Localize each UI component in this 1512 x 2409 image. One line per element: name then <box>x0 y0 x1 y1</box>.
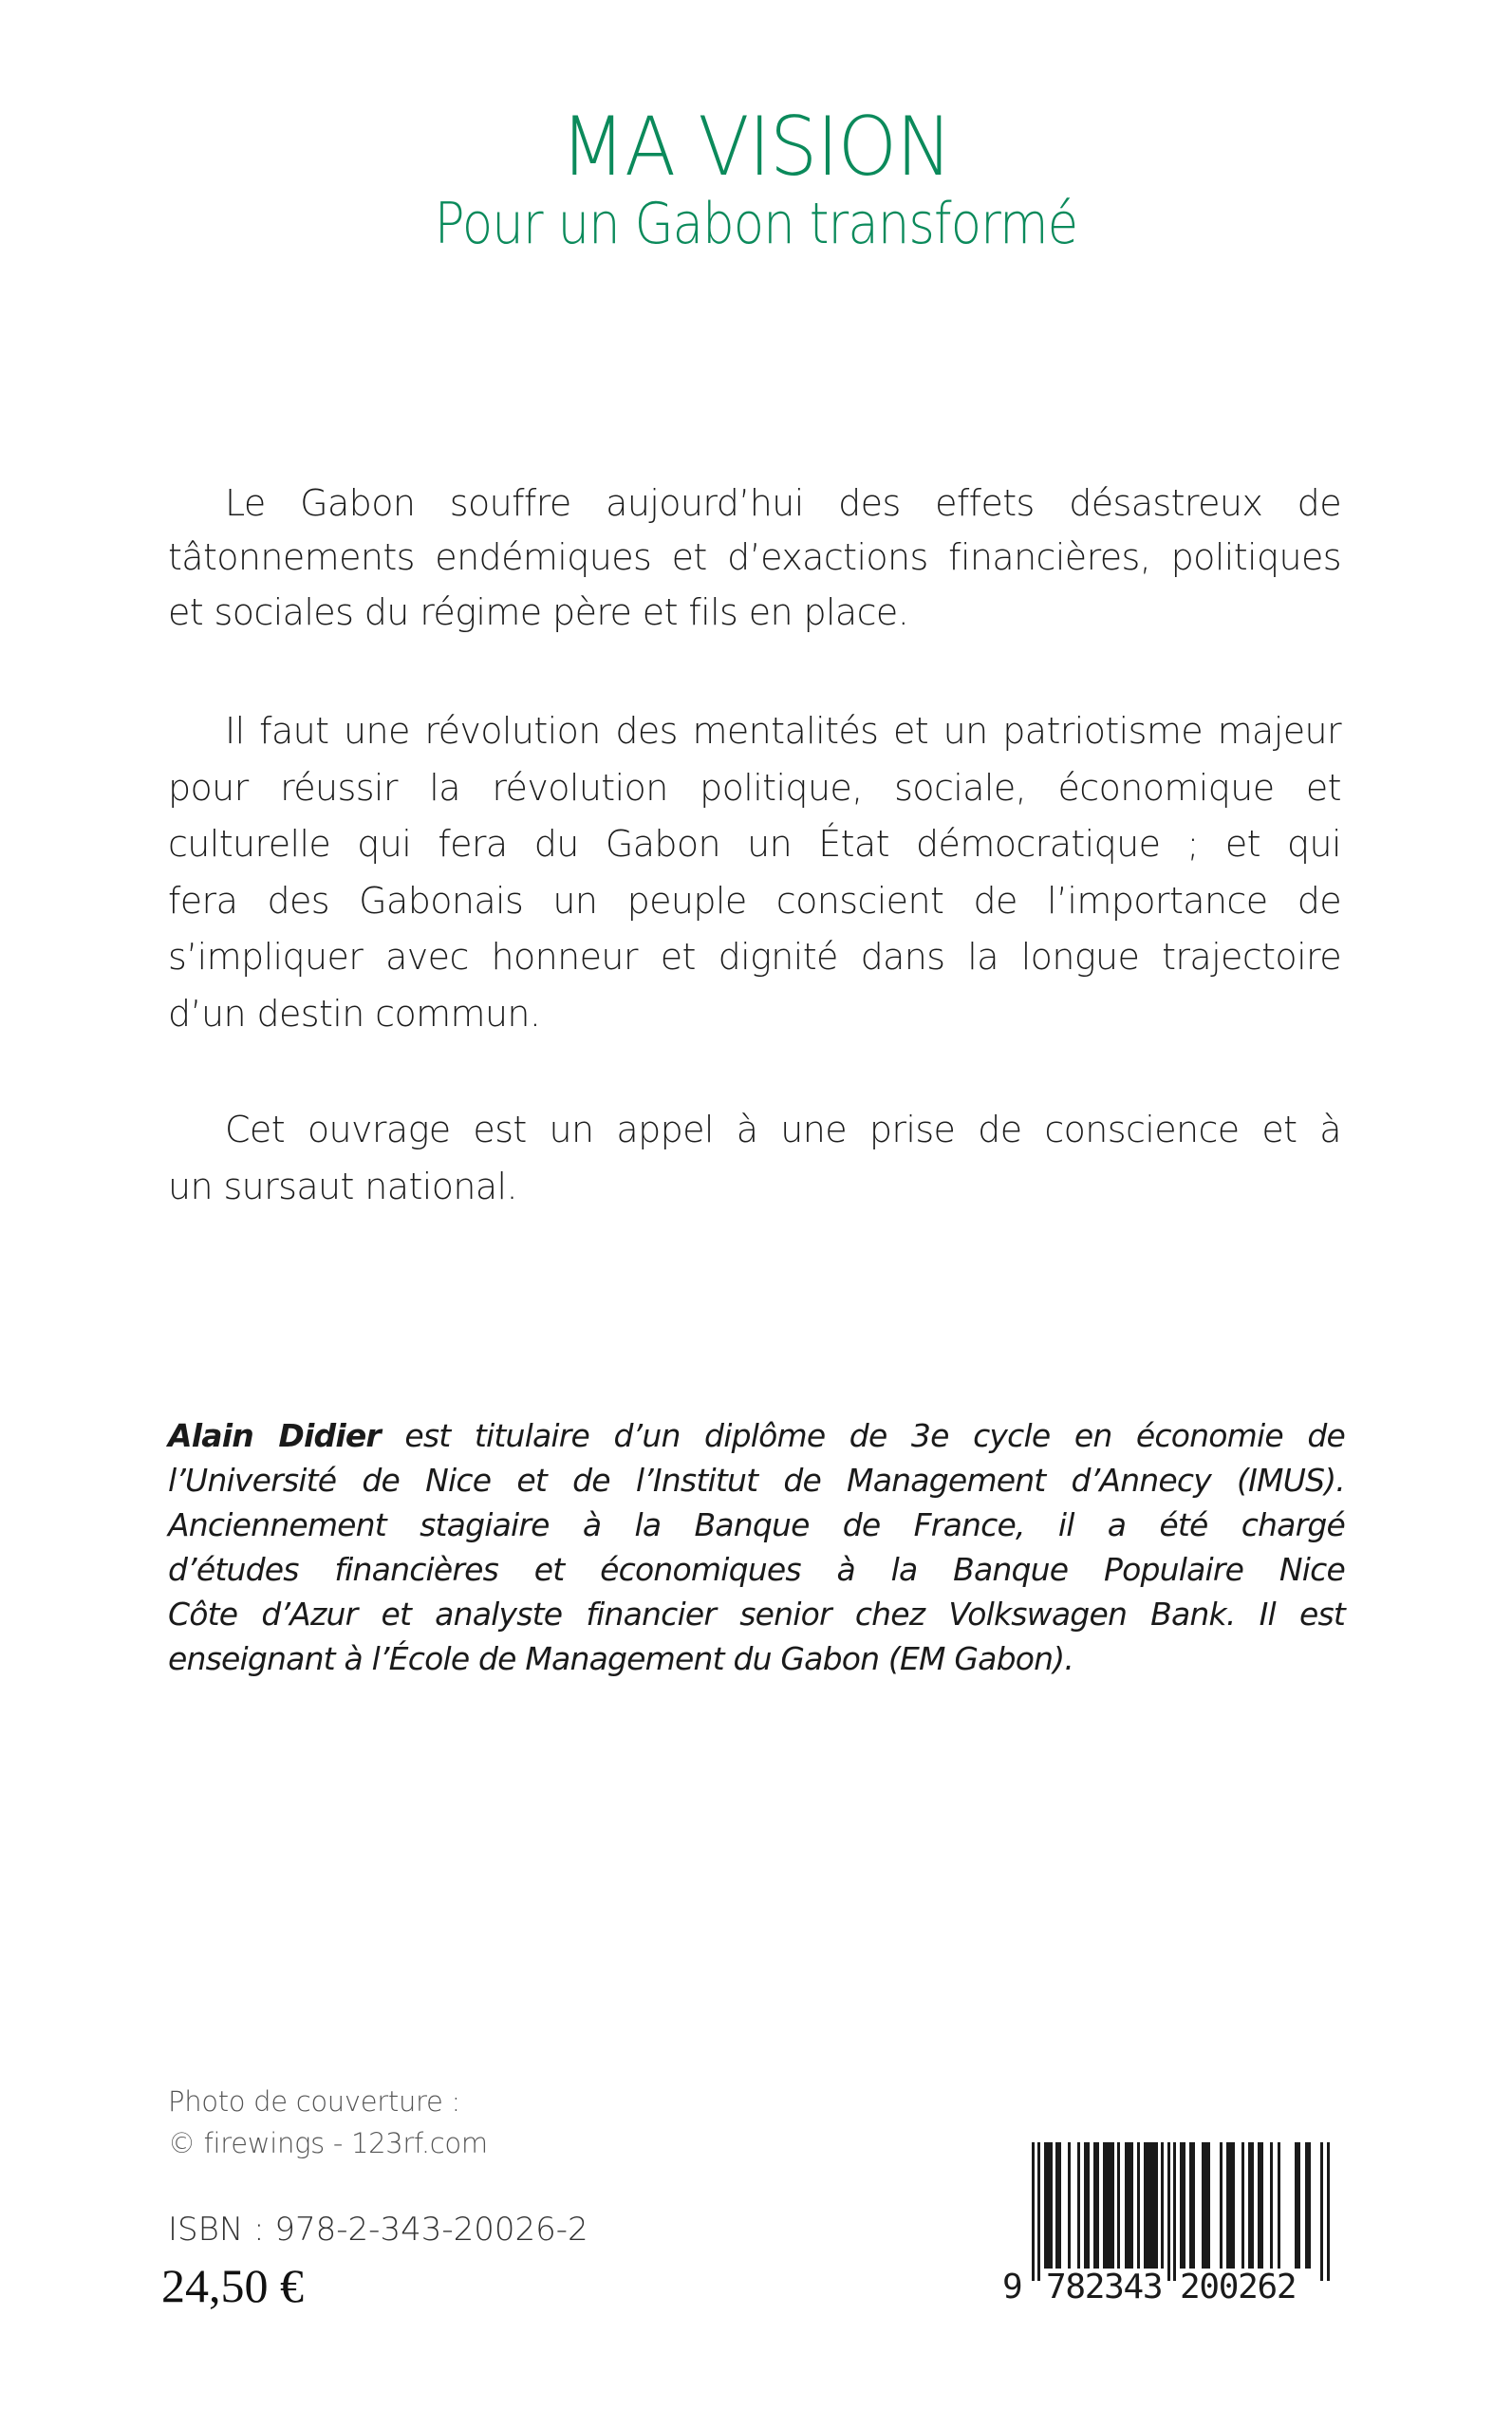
isbn: ISBN : 978-2-343-20026-2 <box>168 2211 588 2249</box>
barcode-digits-left: 782343 <box>1046 2268 1163 2306</box>
bio-line <box>168 1415 1345 1457</box>
blurb-line: Il faut une révolution des mentalités et un patriotisme majeur <box>225 710 1341 752</box>
photo-credit-label: Photo de couverture : <box>168 2085 460 2118</box>
bio-line: enseignant à l’École de Management du Gabon (EM Gabon). <box>168 1640 1074 1677</box>
author-name: Alain Didier <box>168 1417 381 1454</box>
book-subtitle: Pour un Gabon transformé <box>434 191 1078 257</box>
blurb-line: Le Gabon souffre aujourd’hui des effets désastreux de <box>225 482 1341 524</box>
price: 24,50 € <box>161 2259 304 2312</box>
isbn-barcode <box>997 2136 1357 2306</box>
bio-line: d’études financières et économiques à la Banque Populaire Nice <box>168 1551 1345 1588</box>
barcode-digit-first: 9 <box>1002 2268 1023 2306</box>
blurb-line: pour réussir la révolution politique, sociale, économique et <box>168 767 1341 809</box>
bio-line: Côte d’Azur et analyste financier senior chez Volkswagen Bank. Il est <box>168 1596 1345 1633</box>
blurb-line: un sursaut national. <box>168 1166 517 1207</box>
book-title: MA VISION <box>560 100 952 195</box>
blurb-line: s’impliquer avec honneur et dignité dans la longue trajectoire <box>168 936 1341 978</box>
photo-credit-value: © firewings - 123rf.com <box>168 2127 488 2159</box>
barcode-digits-right: 200262 <box>1180 2268 1297 2306</box>
bio-line: Anciennement stagiaire à la Banque de France, il a été chargé <box>168 1506 1345 1543</box>
blurb-line: fera des Gabonais un peuple conscient de l’importance de <box>168 880 1341 922</box>
blurb-line: et sociales du régime père et fils en place. <box>168 591 909 633</box>
blurb-line: Cet ouvrage est un appel à une prise de conscience et à <box>225 1109 1341 1150</box>
bio-line: l’Université de Nice et de l’Institut de Management d’Annecy (IMUS). <box>168 1462 1345 1499</box>
blurb-line: culturelle qui fera du Gabon un État démocratique ; et qui <box>168 823 1341 865</box>
blurb-line: tâtonnements endémiques et d’exactions financières, politiques <box>168 536 1341 578</box>
bio-text: est titulaire d’un diplôme de 3e cycle en économie de <box>380 1417 1345 1454</box>
blurb-line: d’un destin commun. <box>168 993 541 1035</box>
